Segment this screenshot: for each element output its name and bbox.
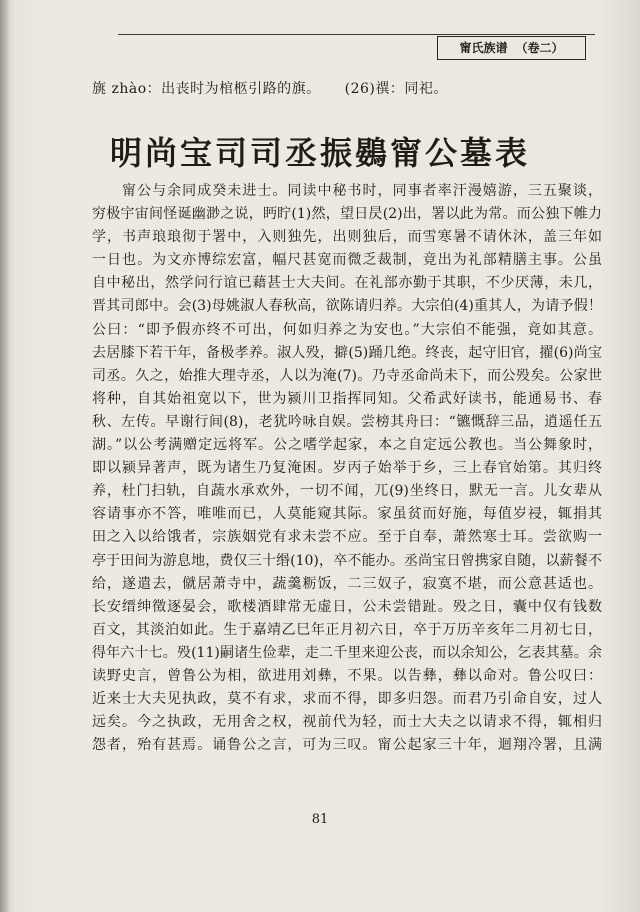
body-line: 湖。”以公考满赠定远将军。公之嗜学起家，本之自定远公教也。当公舞象时，: [92, 437, 602, 454]
body-line: 即以颍异著声，既为诸生乃复淹困。岁丙子始举于乡，三上春官始第。其归终: [92, 460, 602, 477]
body-line: 得年六十七。殁(11)嗣诸生俭辈，走二千里来迎公丧，而以余知公，乞表其墓。余: [92, 644, 602, 661]
book-binding-shadow: [0, 0, 10, 912]
body-line: 一日也。为文亦博综宏富，幅尺甚宽而微乏裁制，竟出为礼部精膳主事。公虽: [92, 252, 602, 269]
body-line: 养，杜门扫轨，自蔬水承欢外，一切不闻，兀(9)坐终日，默无一言。儿女辈从: [92, 483, 602, 500]
body-line: 近来士大夫见执政，莫不有求，求而不得，即多归怨。而君乃引命自安，过人: [92, 691, 602, 708]
body-line: 读野史言，曾鲁公为相，欲进用刘彝，不果。以告彝，彝以命对。鲁公叹曰：: [92, 667, 602, 684]
footnote-carryover: [92, 78, 448, 98]
header-rule: [118, 34, 595, 35]
body-line: 穷极宇宙间怪诞幽渺之说，眄眝(1)然，望日昃(2)出，署以此为常。而公独下帷力: [92, 206, 602, 223]
page-title: 明尚宝司司丞振鷃甯公墓表: [109, 134, 530, 172]
body-line: 去居膝下若干年，备极孝养。淑人殁，擗(5)踊几绝。终丧，起守旧官，擢(6)尚宝: [92, 344, 602, 361]
body-line: 自中秘出，然学问行谊已藉甚士大夫间。在礼部亦勤于其职，不少厌薄，未几，: [92, 275, 602, 292]
body-line: 晋其司郎中。会(3)母姚淑人春秋高，欲陈请归养。大宗伯(4)重其人，为请予假！: [92, 298, 602, 315]
body-line: 司丞。久之，始推大理寺丞，人以为淹(7)。乃寺丞命尚未下，而公殁矣。公家世: [92, 367, 602, 384]
epitaph-body: [92, 180, 602, 757]
body-line: 亭于田间为游息地，费仅三十缗(10)，卒不能办。丞尚宝日曾携家自随，以薪餐不: [92, 552, 602, 569]
page-number: 81: [311, 812, 329, 827]
body-line: 给，遂遣去，僦居萧寺中，蔬羹粝饭，二三奴子，寂寞不堪，而公意甚适也。: [92, 575, 602, 592]
header-volume: （卷二）: [515, 41, 564, 55]
running-header: [437, 36, 586, 60]
body-line: 长安缙绅徵逐晏会，歌楼酒肆常无虚日，公未尝错趾。殁之日，囊中仅有钱数: [92, 598, 602, 615]
body-line: 公曰：“即予假亦终不可出，何如归养之为安也。”大宗伯不能强，竟如其意。: [92, 321, 602, 338]
body-line: 甯公与余同成癸未进士。同读中秘书时，同事者率汗漫嬉游，三五聚谈，: [92, 183, 602, 199]
body-line: 远矣。今之执政，无用舍之权，视前代为轻，而士大夫之以请求不得，辄相归: [92, 714, 602, 731]
body-line: 怨者，殆有甚焉。诵鲁公之言，可为三叹。甯公起家三十年，迴翔冷署，且满: [92, 737, 602, 754]
body-line: 将种，自其始祖宽以下，世为颍川卫指挥同知。父希武好读书，能通易书、春: [92, 390, 602, 407]
body-line: 百文，其淡泊如此。生于嘉靖乙巳年正月初六日，卒于万历辛亥年二月初七日，: [92, 621, 602, 638]
body-line: 学，书声琅琅彻于署中，入则独先，出则独后，而雪寒暑不请休沐，盖三年如: [92, 229, 602, 246]
body-line: 容请事亦不答，唯唯而已，人莫能窥其际。家虽贫而好施，每值岁祲，辄捐其: [92, 506, 602, 523]
body-line: 田之入以给饿者，宗族姻党有求未尝不应。至于自奉，萧然寒士耳。尝欲购一: [92, 529, 602, 546]
footnote-zhao: 旐 zhào：出丧时为棺柩引路的旗。: [92, 81, 321, 97]
body-line: 秋、左传。早谢行间(8)，老犹吟咏自娱。尝榜其舟曰：“镳慨辞三品，逍遥任五: [92, 413, 602, 430]
header-book-title: 甯氏族谱: [459, 41, 508, 55]
footnote-26: (26)禩：同祀。: [344, 81, 448, 97]
